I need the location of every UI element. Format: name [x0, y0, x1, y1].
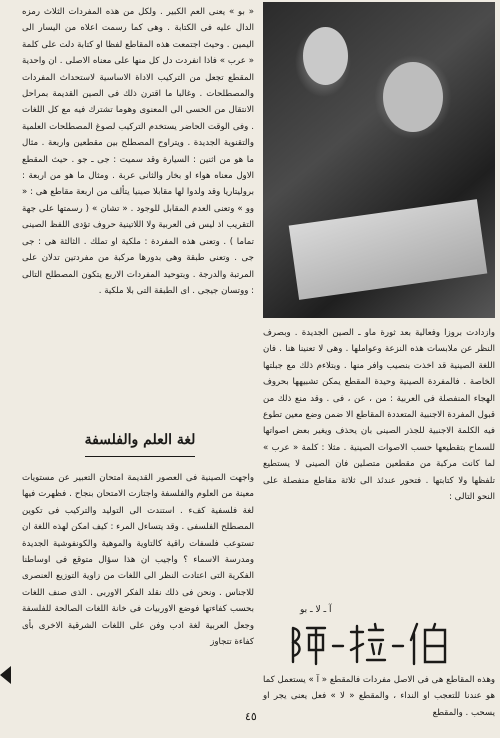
syllables-line: آ ـ لا ـ بو — [300, 605, 332, 615]
right-column — [263, 325, 495, 505]
left-column — [22, 4, 254, 299]
photo-two-women-reading — [263, 2, 495, 318]
section-heading: لغة العلم والفلسفة — [84, 432, 196, 448]
left-paragraph-1: « بو » يعنى العم الكبير . ولكل من هذه المفردات الثلاث رمزه الدال عليه فى الكتابة . وهى كما رسمت اعلاه من اليسار الى اليمين . وحيث اجتمعت هذه المقاطع لفظا او كتابة دلت على كلمة « عرب » فاذا انفردت دل كل منها على معناه الاصلى . ان واحدية المقطع تجعل من التركيب الاداة الاساسية لاستحداث المفردات والمصطلحات . وغالبا ما اقترن ذلك فى الصين القديمة بمراحل الانتقال من الحسى الى المعنوى وهوما تشترك فيه مع كل اللغات . وفى الوقت الحاضر يستخدم التركيب لصوغ المصطلحات العلمية والتقنوية الجديدة . ويتراوح المصطلح بين مقطعين واربعة . مثال ما هو من اثنين : السيارة وقد سميت : جى ـ جو . حيث المقطع الاول معناه هواء او بخار والثانى عربة . ومثال ما هو من اربعة : بروليتاريا وقد ولدوا لها مقابلا صينيا يتألف من اربعة مقاطع هى : « وو » وتعنى العدم المقابل للوجود . « تشان » ( رسمتها على جهة التقريب اذ ليس فى العربية ولا اللاتينية حروف تؤدى اللفظ الصينى تماما ) . وتعنى هذه المفردة : ملكية او تملك . الثالثة هى : جى جى . وتعنى طبقة وهى بدورها مركبة من مفردتين تدلان على المرتبة والدرجة . وبتوحيد المفردات الاربع يتكون المصطلح التالى : ووتسان جيجى . اى الطبقة التى بلا ملكية . — [22, 7, 254, 296]
photo-face-left — [303, 27, 348, 85]
photo-newspaper — [289, 199, 488, 300]
left-paragraph-2-container — [22, 470, 254, 650]
left-paragraph-2: واجهت الصينية فى العصور القديمة امتحان التعبير عن مستويات معينة من العلوم والفلسفة واجتازت الامتحان بنجاح . فظهرت فيها لغة فلسفية كفء . استندت الى التوليد والتركيب فى تكوين المصطلح الفلسفى . وقد يتساءل المرء : كيف امكن لهذه اللغة ان تستوعب فلسفات راقية كالتاوية والموهية والكونفوشية الجديدة ومدرسة الاسماء ؟ واجيب ان هذا سؤال متوقع فى اوساطنا الفكرية التى اعتادت النظر الى اللغات من زاوية التوزيع العنصرى للاجناس . ونحن فى ذلك نقلد الفكر الاوربى . الذى صنف اللغات بحسب كفاءتها فوضع الاوربيات فى خانة اللغات الصالحة للفلسفة وجعل العربية لغة ادب وفن على اللغات الشرقية الاخرى بأى كفاءة تتجاوز — [22, 473, 254, 648]
right-paragraph-2: وهذه المقاطع هى فى الاصل مفردات فالمقطع « آ » يستعمل كما هو عندنا للتعجب او النداء ، والمقطع « لا » فعل يعنى يجر او يسحب . والمقطع — [263, 675, 495, 718]
chinese-characters-icon — [285, 620, 455, 668]
right-paragraph-2-container — [263, 672, 495, 721]
heading-rule — [85, 456, 195, 457]
right-paragraph-1: وازدادت بروزا وفعالية بعد ثورة ماو ـ الصين الجديدة . وبصرف النظر عن ملابسات هذه النزعة وعواملها . وهى لا تعنينا هنا . فان اللغة الصينية قد اخذت بنصيب وافر منها . وبتلاءم ذلك مع جبلتها الخاصة . فالمفردة الصينية وحيدة المقطع يمكن تشبيهها بحروف الهجاء المنفصلة فى العربية : من ، عن ، فى . وقد منع ذلك من قبول المفردة الاجنبية المتعددة المقاطع الا ضمن وضع معين تطوع فيه الكلمة الاجنبية للجذر الصينى بان يحذف ويغير بعض اصواتها للسماح بتقطيعها حسب الاصوات الصينية . مثلا : كلمة « عرب » لما كانت مركبة من مقطعين متصلين فان الصينى لا يستطيع تلفظها ولا كتابتها . فتحور عندئذ الى ثلاثة مقاطع منفصلة على النحو التالى : — [263, 328, 495, 503]
photo-face-right — [383, 62, 443, 132]
triangle-left-icon — [0, 666, 11, 684]
page-number: ٤٥ — [245, 710, 257, 723]
